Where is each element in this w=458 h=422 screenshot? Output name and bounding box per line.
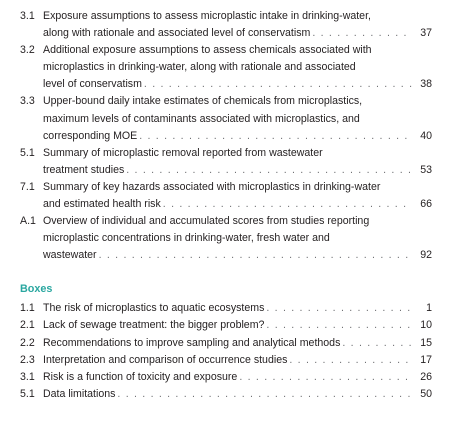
entry-title-line: treatment studies [43, 163, 125, 176]
toc-entry[interactable] [20, 386, 432, 403]
entry-title: The risk of microplastics to aquatic ecosystems [43, 302, 265, 314]
entry-title-line: microplastics in drinking-water, along with rationale and associated [43, 61, 356, 74]
page-number: 40 [420, 129, 432, 142]
entry-title: Data limitations [43, 388, 116, 401]
entry-title-line: Exposure assumptions to assess microplastic intake in drinking-water, [43, 10, 371, 22]
toc-entry[interactable] [20, 369, 432, 386]
entry-title-line: along with rationale and associated level of conservatism [43, 27, 311, 40]
dot-leader [289, 352, 412, 369]
toc-entry[interactable] [20, 213, 432, 264]
page-number: 37 [420, 27, 432, 40]
entry-title-line: microplastic concentrations in drinking-water, fresh water and [43, 232, 330, 245]
dot-leader [266, 317, 412, 334]
entry-number: 1.1 [20, 302, 35, 314]
entry-title-line: Additional exposure assumptions to assess chemicals associated with [43, 44, 372, 57]
toc-entry[interactable] [20, 8, 432, 42]
entry-number: 3.1 [20, 371, 35, 384]
toc-entry[interactable] [20, 335, 432, 352]
entry-title-line: level of conservatism [43, 78, 142, 91]
page-number: 38 [420, 78, 432, 91]
entry-title-line: Summary of key hazards associated with microplastics in drinking-water [43, 180, 381, 193]
entry-title-line: Overview of individual and accumulated scores from studies reporting [43, 215, 370, 228]
entry-title-line: corresponding MOE [43, 129, 138, 142]
page-number: 17 [420, 353, 432, 366]
entry-number: 7.1 [20, 180, 35, 193]
dot-leader [266, 300, 412, 317]
entry-number: 3.2 [20, 44, 35, 57]
tables-list [20, 8, 432, 264]
entry-number: 3.1 [20, 10, 35, 22]
toc-entry[interactable] [20, 42, 432, 93]
boxes-heading: Boxes [20, 283, 53, 295]
dot-leader [239, 369, 412, 386]
entry-number: 2.2 [20, 336, 35, 349]
page-number: 26 [420, 371, 432, 384]
dot-leader [342, 335, 412, 352]
entry-number: 2.1 [20, 319, 35, 332]
entry-title: Risk is a function of toxicity and exposure [43, 371, 238, 384]
page-number: 1 [426, 302, 432, 314]
dot-leader [99, 247, 412, 264]
entry-number: 5.1 [20, 146, 35, 159]
entry-title: Interpretation and comparison of occurrence studies [43, 353, 288, 366]
entry-number: 3.3 [20, 95, 35, 108]
dot-leader [126, 162, 412, 179]
entry-title-line: Upper-bound daily intake estimates of chemicals from microplastics, [43, 95, 363, 108]
page-number: 15 [420, 336, 432, 349]
entry-number: A.1 [20, 215, 36, 228]
page-number: 50 [420, 388, 432, 401]
dot-leader [163, 196, 412, 213]
entry-number: 5.1 [20, 388, 35, 401]
entry-title: Recommendations to improve sampling and analytical methods [43, 336, 341, 349]
entry-number: 2.3 [20, 353, 35, 366]
page-number: 66 [420, 198, 432, 211]
page-number: 92 [420, 249, 432, 262]
page-number: 10 [420, 319, 432, 332]
toc-entry[interactable] [20, 352, 432, 369]
entry-title-line: maximum levels of contaminants associated with microplastics, and [43, 112, 360, 125]
dot-leader [117, 386, 412, 403]
entry-title-line: wastewater [43, 249, 97, 262]
dot-leader [139, 128, 412, 145]
toc-entry[interactable] [20, 93, 432, 144]
toc-entry[interactable] [20, 300, 432, 317]
entry-title-line: Summary of microplastic removal reported from wastewater [43, 146, 323, 159]
page-number: 53 [420, 163, 432, 176]
toc-entry[interactable] [20, 317, 432, 334]
entry-title-line: and estimated health risk [43, 198, 161, 211]
boxes-list [20, 300, 432, 404]
dot-leader [144, 76, 412, 93]
entry-title: Lack of sewage treatment: the bigger problem? [43, 319, 265, 332]
toc-entry[interactable] [20, 145, 432, 179]
toc-entry[interactable] [20, 179, 432, 213]
dot-leader [312, 25, 412, 42]
